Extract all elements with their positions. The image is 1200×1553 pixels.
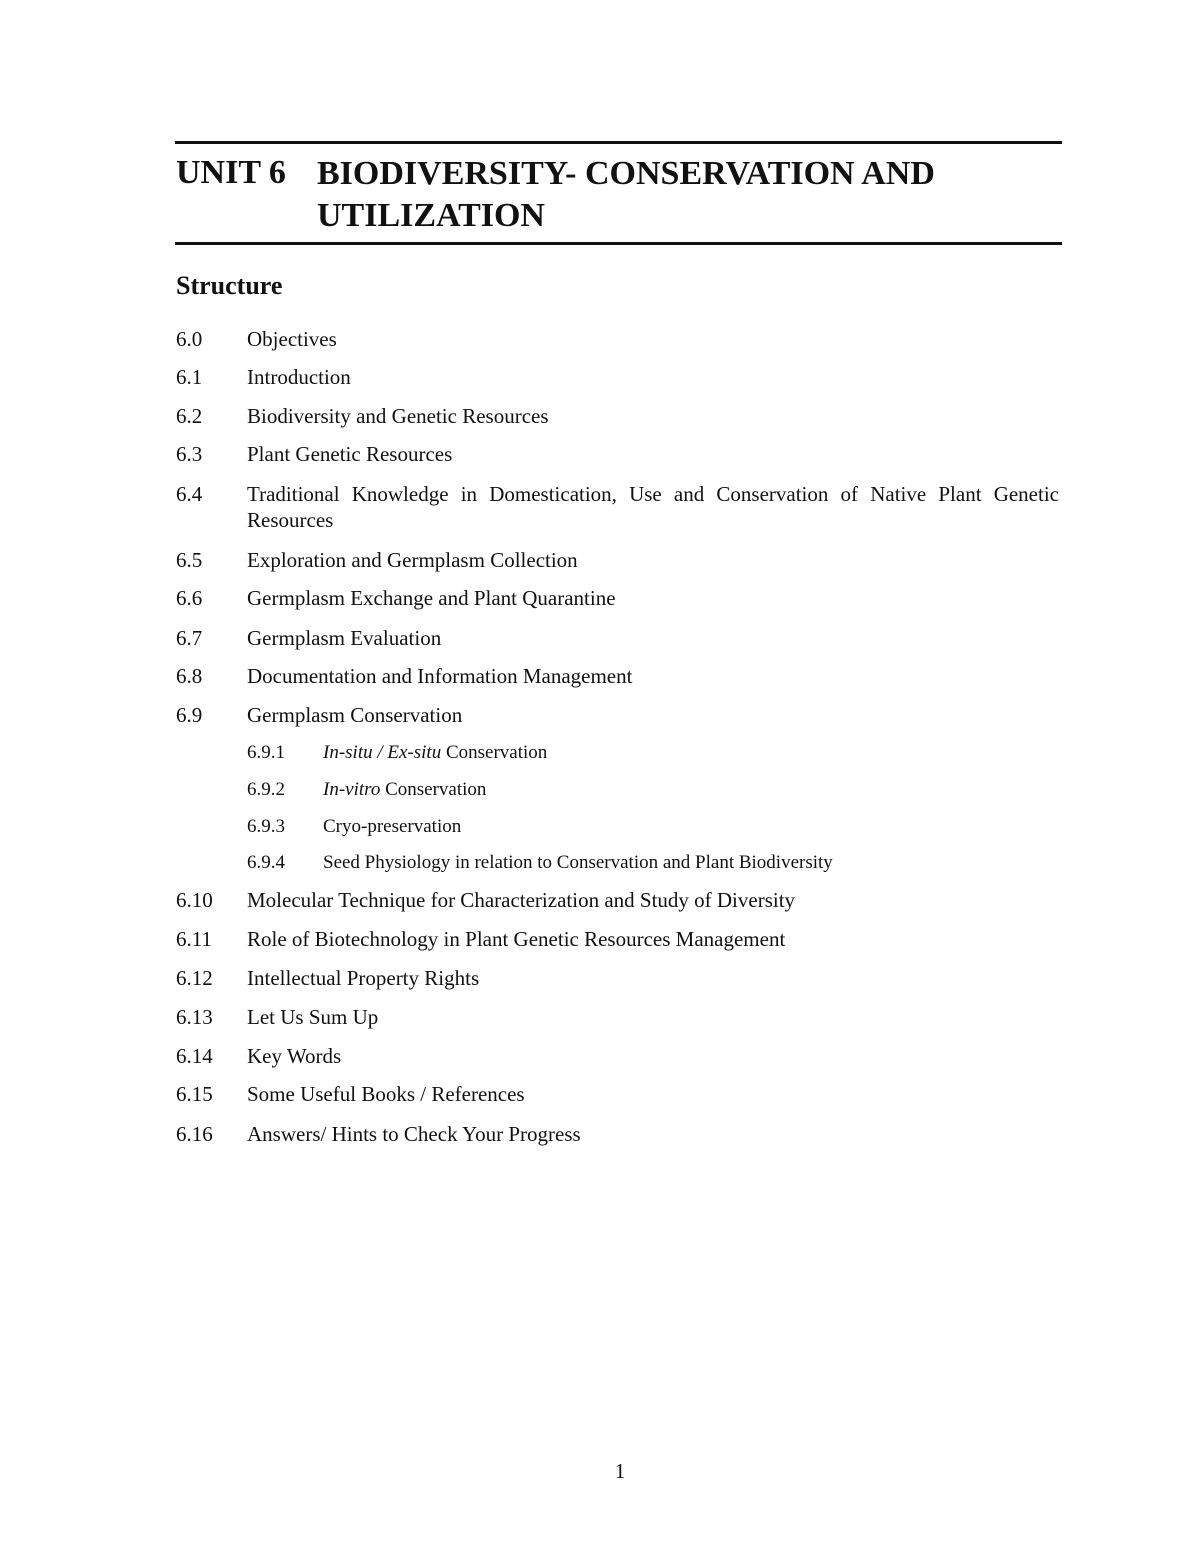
toc-subitem-number: 6.9.3 bbox=[247, 816, 285, 837]
toc-item-number: 6.9 bbox=[176, 703, 203, 727]
toc-item-label: Traditional Knowledge in Domestication, Use and Conservation of Native Plant Genetic Resources bbox=[247, 482, 1059, 532]
toc-item-number: 6.2 bbox=[176, 404, 203, 428]
toc-item-label: Plant Genetic Resources bbox=[247, 442, 453, 466]
toc-subitem-label bbox=[323, 778, 1023, 802]
toc-item-number: 6.16 bbox=[176, 1122, 213, 1146]
unit-number: UNIT 6 bbox=[176, 154, 286, 191]
toc-item-label: Biodiversity and Genetic Resources bbox=[247, 404, 549, 428]
toc-item-number: 6.4 bbox=[176, 482, 203, 506]
toc-subitem-label-rest: Seed Physiology in relation to Conservation and Plant Biodiversity bbox=[323, 852, 833, 873]
toc-item-label: Documentation and Information Management bbox=[247, 664, 633, 688]
toc-item-number: 6.7 bbox=[176, 626, 203, 650]
unit-title bbox=[317, 153, 1062, 237]
toc-item-number: 6.10 bbox=[176, 888, 213, 912]
toc-item-label: Key Words bbox=[247, 1044, 342, 1068]
toc-item-number: 6.0 bbox=[176, 327, 203, 351]
toc-item-number: 6.3 bbox=[176, 442, 203, 466]
toc-item-label: Germplasm Evaluation bbox=[247, 626, 442, 650]
toc-item-label: Introduction bbox=[247, 365, 351, 389]
toc-item-number: 6.15 bbox=[176, 1082, 213, 1106]
toc-item-number: 6.11 bbox=[176, 927, 212, 951]
toc-subitem-number: 6.9.2 bbox=[247, 779, 285, 800]
toc-item-label: Germplasm Conservation bbox=[247, 703, 463, 727]
toc-subitem-number: 6.9.1 bbox=[247, 742, 285, 763]
toc-item-label: Answers/ Hints to Check Your Progress bbox=[247, 1122, 581, 1146]
top-rule bbox=[175, 141, 1062, 144]
toc-subitem-label bbox=[323, 815, 1023, 839]
structure-heading: Structure bbox=[176, 271, 283, 300]
toc-item-number: 6.12 bbox=[176, 966, 213, 990]
toc-item-number: 6.14 bbox=[176, 1044, 213, 1068]
toc-item-label: Germplasm Exchange and Plant Quarantine bbox=[247, 586, 616, 610]
toc-item-label: Exploration and Germplasm Collection bbox=[247, 548, 578, 572]
toc-subitem-label-italic: In-vitro bbox=[323, 779, 381, 800]
toc-item-number: 6.8 bbox=[176, 664, 203, 688]
toc-item-number: 6.5 bbox=[176, 548, 203, 572]
toc-item-label: Role of Biotechnology in Plant Genetic Resources Management bbox=[247, 927, 786, 951]
toc-subitem-label bbox=[323, 851, 1023, 875]
toc-item-label: Intellectual Property Rights bbox=[247, 966, 480, 990]
toc-item-label: Objectives bbox=[247, 327, 337, 351]
toc-item-label: Let Us Sum Up bbox=[247, 1005, 379, 1029]
page-number: 1 bbox=[614, 1459, 626, 1483]
toc-item-label: Molecular Technique for Characterization and Study of Diversity bbox=[247, 888, 796, 912]
toc-subitem-label bbox=[323, 741, 1023, 765]
toc-item-label: Some Useful Books / References bbox=[247, 1082, 525, 1106]
toc-subitem-label-rest: Conservation bbox=[441, 742, 548, 763]
toc-item-number: 6.6 bbox=[176, 586, 203, 610]
toc-item-number: 6.13 bbox=[176, 1005, 213, 1029]
toc-item-number: 6.1 bbox=[176, 365, 203, 389]
toc-subitem-number: 6.9.4 bbox=[247, 852, 285, 873]
unit-title-line-1: BIODIVERSITY- CONSERVATION AND bbox=[317, 155, 935, 192]
toc-subitem-label-italic: In-situ / Ex-situ bbox=[323, 742, 442, 763]
toc-subitem-label-rest: Cryo-preservation bbox=[323, 816, 462, 837]
bottom-rule bbox=[175, 242, 1062, 245]
toc-subitem-label-rest: Conservation bbox=[380, 779, 487, 800]
unit-title-line-2: UTILIZATION bbox=[317, 197, 545, 234]
